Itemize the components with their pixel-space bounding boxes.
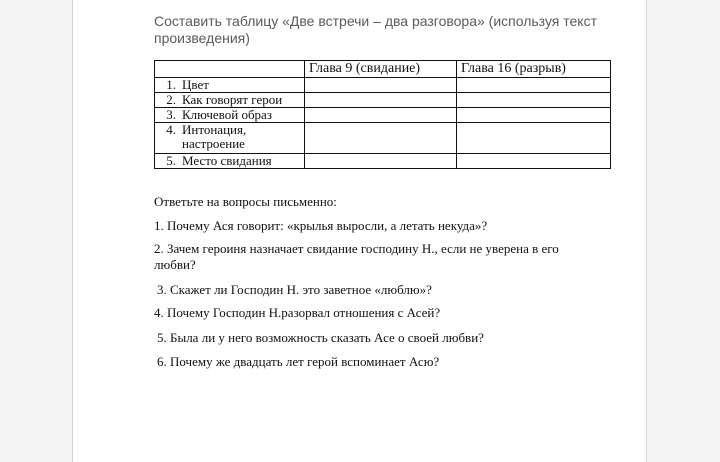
question-3: 3. Скажет ли Господин Н. это заветное «люблю»?: [157, 282, 432, 297]
row-number: 5.: [166, 153, 176, 168]
table-cell: [457, 154, 611, 169]
document-page: [72, 0, 647, 462]
table-row-label: [155, 78, 305, 93]
row-label-wrap: [176, 123, 246, 151]
table-row: [155, 108, 611, 123]
table-row: [155, 123, 611, 154]
table-cell: [457, 108, 611, 123]
table-cell: [457, 78, 611, 93]
row-number: 1.: [166, 77, 176, 92]
row-label: Как говорят герои: [182, 92, 283, 107]
question-4: 4. Почему Господин Н.разорвал отношения с Асей?: [154, 305, 441, 320]
table-row-label: [155, 123, 305, 154]
table-cell: [305, 93, 457, 108]
comparison-table: [154, 60, 611, 169]
row-number: 4.: [166, 122, 176, 137]
row-label: Интонация,: [182, 122, 247, 137]
table-row-label: [155, 108, 305, 123]
table-header-row: [155, 61, 611, 78]
question-5: 5. Была ли у него возможность сказать Асе о своей любви?: [157, 330, 484, 345]
row-label: Ключевой образ: [182, 107, 272, 122]
table-cell: [457, 93, 611, 108]
table-row-label: [155, 154, 305, 169]
table-header-chapter-9: Глава 9 (свидание): [305, 61, 457, 78]
row-number: 2.: [166, 92, 176, 107]
question-2: 2. Зачем героиня назначает свидание господину Н., если не уверена в его любви?: [154, 241, 559, 272]
row-number: 3.: [166, 107, 176, 122]
table-row: [155, 154, 611, 169]
table-cell: [305, 154, 457, 169]
table-cell: [305, 123, 457, 154]
table-row-label: [155, 93, 305, 108]
question-6: 6. Почему же двадцать лет герой вспоминает Асю?: [157, 354, 440, 369]
table-cell: [305, 108, 457, 123]
table-cell: [457, 123, 611, 154]
table-header-empty: [155, 61, 305, 78]
row-label: Место свидания: [182, 153, 272, 168]
row-label: Цвет: [182, 77, 209, 92]
question-1: 1. Почему Ася говорит: «крылья выросли, а летать некуда»?: [154, 218, 488, 233]
assignment-title: Составить таблицу «Две встречи – два разговора» (используя текст произведения): [154, 13, 597, 46]
instructions-text: Ответьте на вопросы письменно:: [154, 194, 337, 209]
row-label-continued: настроение: [182, 136, 245, 151]
table-row: [155, 78, 611, 93]
table-cell: [305, 78, 457, 93]
table-row: [155, 93, 611, 108]
table-header-chapter-16: Глава 16 (разрыв): [457, 61, 611, 78]
